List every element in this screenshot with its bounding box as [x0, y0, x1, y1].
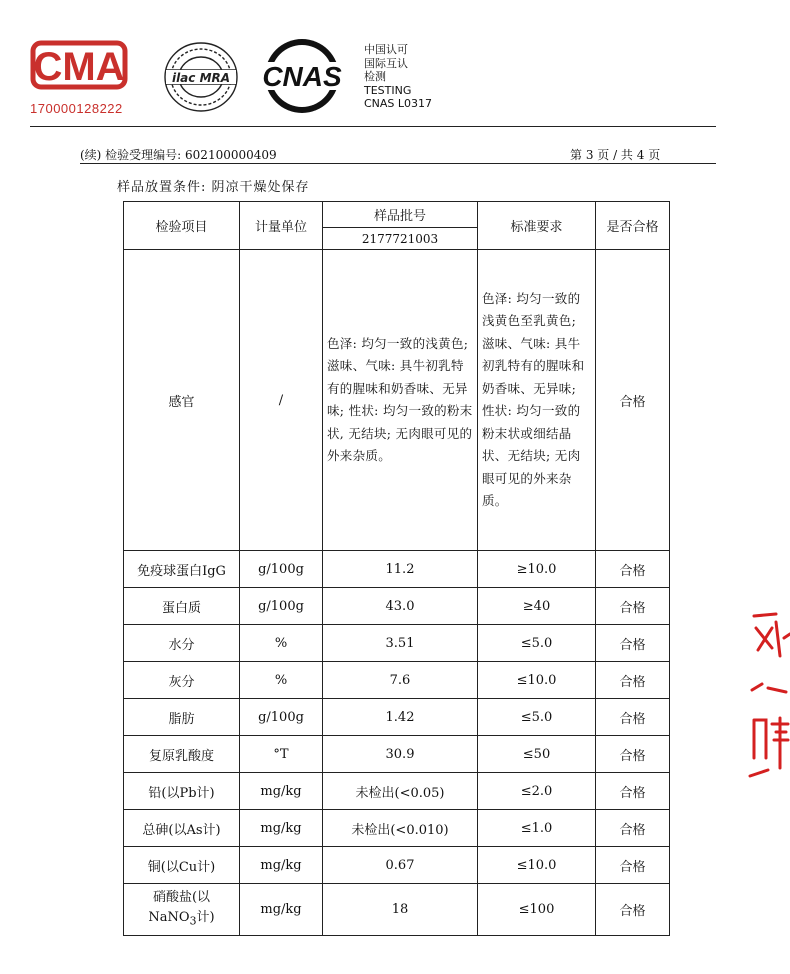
- cell-unit: g/100g: [240, 699, 323, 736]
- header-standard: 标准要求: [478, 202, 596, 250]
- table-row: [124, 250, 670, 551]
- header-batch-label: 样品批号: [323, 202, 478, 228]
- cell-item: 感官: [124, 250, 240, 551]
- cell-item: 脂肪: [124, 699, 240, 736]
- table-row: [124, 847, 670, 884]
- table-row: [124, 736, 670, 773]
- cert-line: CNAS L0317: [364, 97, 433, 110]
- cell-standard: ≤5.0: [478, 699, 596, 736]
- cell-unit: mg/kg: [240, 884, 323, 936]
- cma-logo: [30, 40, 128, 90]
- storage-condition: 样品放置条件: 阴凉干燥处保存: [117, 180, 310, 195]
- header-divider: [30, 126, 716, 127]
- cell-conformity: 合格: [596, 810, 670, 847]
- cell-conformity: 合格: [596, 588, 670, 625]
- cell-item: 灰分: [124, 662, 240, 699]
- nitrate-item-base: NaNO: [148, 909, 190, 925]
- cell-result: 43.0: [323, 588, 478, 625]
- cell-item: 铜(以Cu计): [124, 847, 240, 884]
- ilac-logo-text: ilac MRA: [171, 71, 231, 85]
- cell-unit: mg/kg: [240, 810, 323, 847]
- cnas-logo-text: CNAS: [262, 61, 342, 92]
- cell-standard: ≤1.0: [478, 810, 596, 847]
- cell-result: 11.2: [323, 551, 478, 588]
- table-row: [124, 773, 670, 810]
- table-row: [124, 662, 670, 699]
- cell-conformity: 合格: [596, 625, 670, 662]
- cell-item: [124, 884, 240, 936]
- cert-line: 国际互认: [364, 56, 408, 70]
- cell-standard: ≤10.0: [478, 662, 596, 699]
- cell-standard: ≥40: [478, 588, 596, 625]
- cell-conformity: 合格: [596, 551, 670, 588]
- cell-conformity: 合格: [596, 250, 670, 551]
- cell-result: 18: [323, 884, 478, 936]
- subheader-divider: [80, 163, 716, 164]
- cert-line: 中国认可: [364, 43, 408, 56]
- cell-result: 0.67: [323, 847, 478, 884]
- nitrate-item-sub: 3: [189, 914, 197, 928]
- cell-unit: %: [240, 662, 323, 699]
- cell-unit: °T: [240, 736, 323, 773]
- cell-unit: g/100g: [240, 588, 323, 625]
- table-row: [124, 699, 670, 736]
- cell-conformity: 合格: [596, 773, 670, 810]
- nitrate-item-line1: 硝酸盐(以: [152, 889, 211, 905]
- cell-unit: %: [240, 625, 323, 662]
- test-results-table: [123, 201, 670, 936]
- cell-standard: 色泽: 均匀一致的浅黄色至乳黄色; 滋味、气味: 具牛初乳特有的腥味和奶香味、无异味; 性状: 均匀一致的粉末状或细结晶状、无结块; 无肉眼可见的外来杂质。: [478, 250, 596, 551]
- ilac-mra-logo: [162, 40, 240, 114]
- cell-unit: /: [240, 250, 323, 551]
- cert-line: 检测: [364, 70, 386, 83]
- cma-number: 170000128222: [30, 101, 123, 116]
- cell-unit: mg/kg: [240, 773, 323, 810]
- header-conformity: 是否合格: [596, 202, 670, 250]
- cell-standard: ≤10.0: [478, 847, 596, 884]
- cell-unit: mg/kg: [240, 847, 323, 884]
- cert-line: TESTING: [364, 83, 412, 97]
- cell-result: 色泽: 均匀一致的浅黄色; 滋味、气味: 具牛初乳特有的腥味和奶香味、无异味; 性状: 均匀一致的粉末状, 无结块; 无肉眼可见的外来杂质。: [323, 250, 478, 551]
- cell-item: 复原乳酸度: [124, 736, 240, 773]
- cell-item: 铅(以Pb计): [124, 773, 240, 810]
- cell-item: 水分: [124, 625, 240, 662]
- cell-result: 未检出(<0.05): [323, 773, 478, 810]
- cell-standard: ≤50: [478, 736, 596, 773]
- cell-result: 7.6: [323, 662, 478, 699]
- cell-standard: ≤2.0: [478, 773, 596, 810]
- table-row: [124, 884, 670, 936]
- cell-standard: ≤5.0: [478, 625, 596, 662]
- cell-unit: g/100g: [240, 551, 323, 588]
- cell-item: 总砷(以As计): [124, 810, 240, 847]
- header-batch-number: 2177721003: [323, 228, 478, 250]
- header-unit: 计量单位: [240, 202, 323, 250]
- cell-standard: ≤100: [478, 884, 596, 936]
- cell-result: 未检出(<0.010): [323, 810, 478, 847]
- cell-result: 3.51: [323, 625, 478, 662]
- table-row: [124, 625, 670, 662]
- nitrate-item-tail: 计): [196, 909, 215, 925]
- cell-standard: ≥10.0: [478, 551, 596, 588]
- cell-result: 30.9: [323, 736, 478, 773]
- cell-conformity: 合格: [596, 662, 670, 699]
- cell-result: 1.42: [323, 699, 478, 736]
- cell-conformity: 合格: [596, 699, 670, 736]
- cnas-logo: [250, 36, 354, 116]
- cell-conformity: 合格: [596, 884, 670, 936]
- seal-stamp: [746, 608, 790, 788]
- table-row: [124, 810, 670, 847]
- acceptance-number: (续) 检验受理编号: 602100000409: [80, 148, 277, 162]
- table-row: [124, 588, 670, 625]
- cell-conformity: 合格: [596, 736, 670, 773]
- cma-logo-text: CMA: [33, 45, 125, 89]
- header-item: 检验项目: [124, 202, 240, 250]
- certification-info: [364, 43, 432, 111]
- cell-item: 免疫球蛋白IgG: [124, 551, 240, 588]
- cell-conformity: 合格: [596, 847, 670, 884]
- page-indicator: 第 3 页 / 共 4 页: [570, 148, 661, 162]
- cell-item: 蛋白质: [124, 588, 240, 625]
- table-row: [124, 551, 670, 588]
